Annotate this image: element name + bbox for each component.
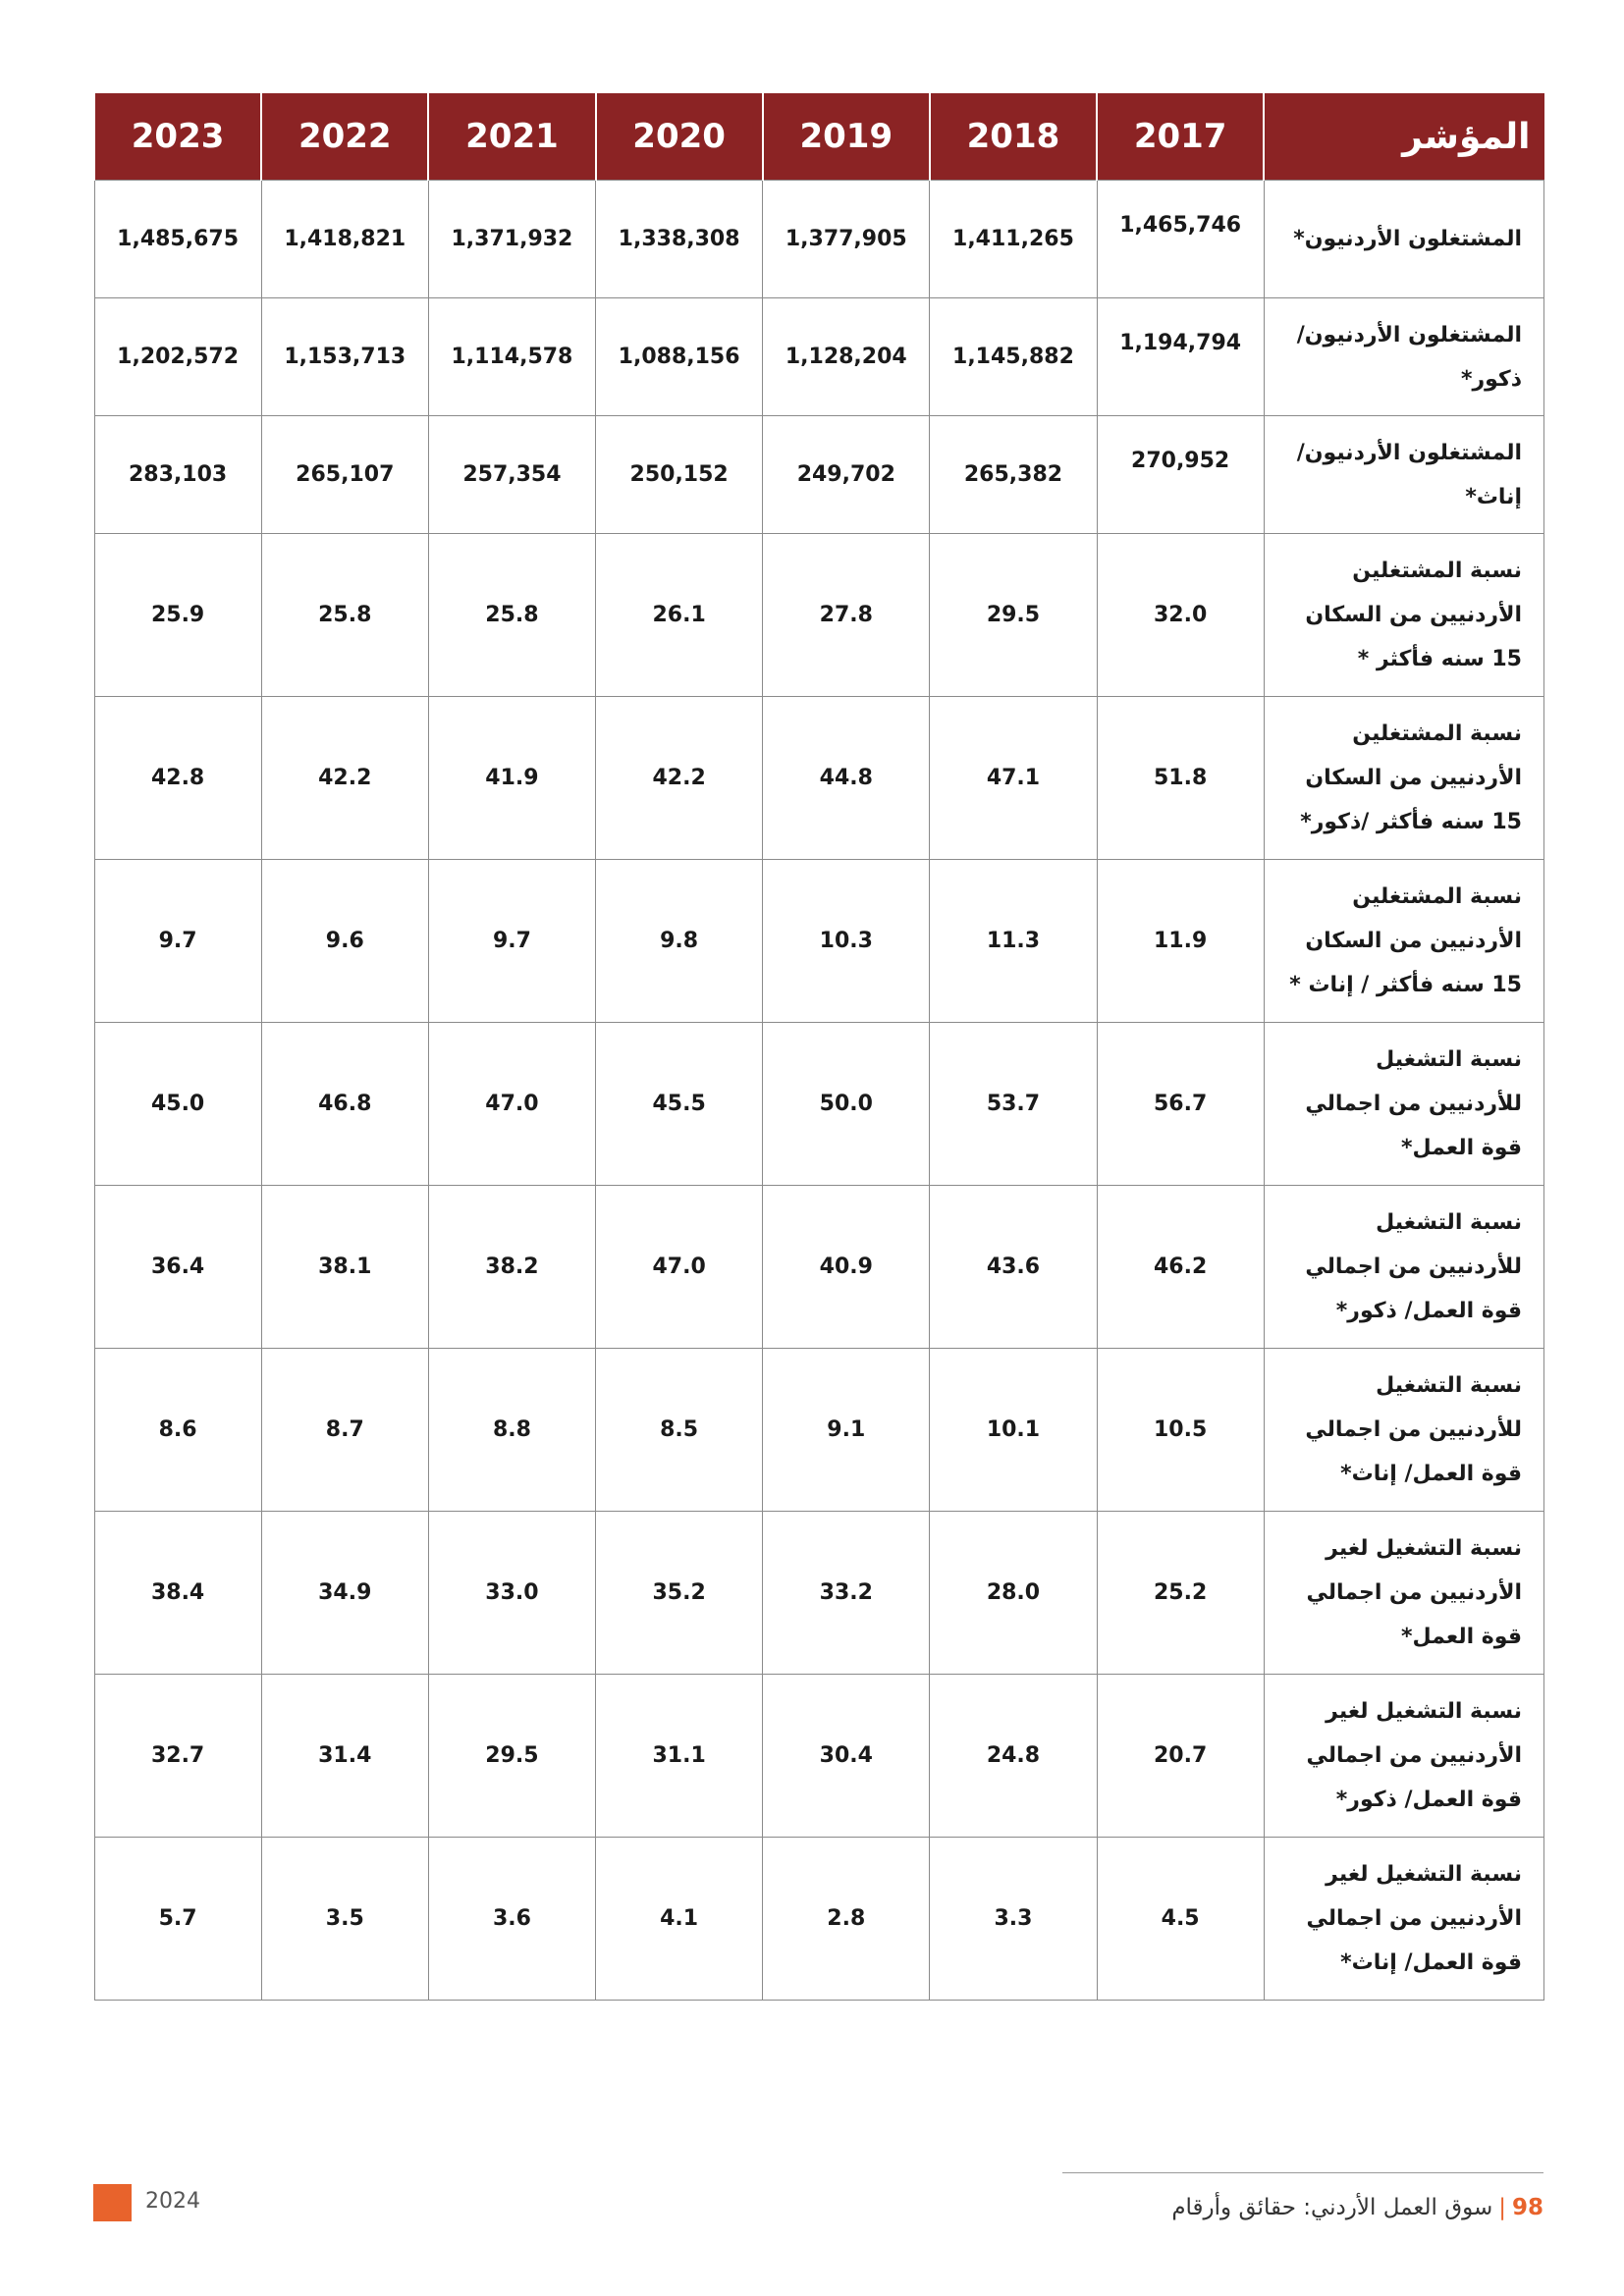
header-year-2018: 2018 — [930, 93, 1097, 181]
indicator-label-line: الأردنيين من اجمالي — [1306, 1906, 1522, 1931]
indicator-label-line: نسبة التشغيل لغير — [1326, 1536, 1522, 1561]
indicator-cell — [1264, 416, 1543, 534]
value-cell-2022 — [261, 534, 428, 697]
value-text: 51.8 — [1153, 766, 1208, 790]
indicator-label-line: الأردنيين من السكان — [1305, 766, 1522, 790]
value-cell-2020 — [596, 1186, 763, 1349]
value-cell-2020 — [596, 1675, 763, 1838]
header-year-2023: 2023 — [94, 93, 261, 181]
value-text: 1,485,675 — [117, 227, 240, 251]
value-text: 34.9 — [318, 1580, 372, 1605]
value-cell-2019 — [763, 860, 930, 1023]
publication-title: سوق العمل الأردني: حقائق وأرقام — [1171, 2195, 1493, 2220]
value-text: 8.8 — [492, 1417, 531, 1442]
value-cell-2017 — [1097, 860, 1264, 1023]
indicator-label-line: قوة العمل* — [1401, 1136, 1522, 1160]
value-cell-2017 — [1097, 1349, 1264, 1512]
indicator-label-line: نسبة التشغيل لغير — [1326, 1699, 1522, 1724]
value-cell-2021 — [428, 1512, 595, 1675]
value-text: 32.7 — [150, 1743, 205, 1768]
indicator-label-line: قوة العمل/ ذكور* — [1335, 1788, 1522, 1812]
value-text: 9.8 — [660, 929, 699, 953]
value-text: 1,465,746 — [1119, 213, 1242, 238]
value-text: 10.1 — [986, 1417, 1041, 1442]
value-text: 25.2 — [1153, 1580, 1208, 1605]
indicator-label-line: الأردنيين من السكان — [1305, 929, 1522, 953]
indicator-cell — [1264, 1186, 1543, 1349]
indicator-cell — [1264, 534, 1543, 697]
value-text: 41.9 — [485, 766, 539, 790]
header-indicator: المؤشر — [1264, 93, 1543, 181]
value-cell-2019 — [763, 181, 930, 298]
indicator-cell — [1264, 1838, 1543, 2001]
value-text: 9.7 — [492, 929, 531, 953]
value-text: 42.8 — [150, 766, 205, 790]
value-text: 2.8 — [827, 1906, 866, 1931]
value-text: 3.5 — [325, 1906, 364, 1931]
value-text: 257,354 — [462, 462, 562, 487]
value-text: 9.1 — [827, 1417, 866, 1442]
value-text: 42.2 — [318, 766, 372, 790]
header-year-2017: 2017 — [1097, 93, 1264, 181]
value-text: 1,371,932 — [451, 227, 573, 251]
value-cell-2020 — [596, 697, 763, 860]
value-text: 3.6 — [492, 1906, 531, 1931]
value-cell-2023 — [94, 1675, 261, 1838]
value-text: 1,418,821 — [284, 227, 406, 251]
value-text: 1,088,156 — [618, 345, 740, 369]
value-text: 265,382 — [963, 462, 1063, 487]
footer-orange-square — [93, 2184, 132, 2221]
value-cell-2022 — [261, 1512, 428, 1675]
indicator-label-line: نسبة التشغيل لغير — [1326, 1862, 1522, 1887]
header-year-2021: 2021 — [428, 93, 595, 181]
value-cell-2023 — [94, 1838, 261, 2001]
value-cell-2020 — [596, 1349, 763, 1512]
indicator-cell — [1264, 860, 1543, 1023]
value-text: 47.0 — [485, 1092, 539, 1116]
value-text: 46.2 — [1153, 1255, 1208, 1279]
value-cell-2019 — [763, 1186, 930, 1349]
indicator-label-line: للأردنيين من اجمالي — [1305, 1092, 1522, 1116]
footer-separator: | — [1498, 2195, 1506, 2220]
indicator-label-line: قوة العمل/ ذكور* — [1335, 1299, 1522, 1323]
table-row — [94, 181, 1544, 298]
value-cell-2017 — [1097, 534, 1264, 697]
value-cell-2023 — [94, 860, 261, 1023]
value-text: 4.5 — [1161, 1906, 1200, 1931]
table-body — [94, 181, 1544, 2001]
indicator-label-line: قوة العمل* — [1401, 1625, 1522, 1649]
value-cell-2022 — [261, 860, 428, 1023]
value-cell-2018 — [930, 1023, 1097, 1186]
value-text: 249,702 — [796, 462, 895, 487]
header-year-2019: 2019 — [763, 93, 930, 181]
value-cell-2020 — [596, 416, 763, 534]
data-table-container — [93, 93, 1544, 2001]
value-cell-2018 — [930, 697, 1097, 860]
value-text: 33.0 — [485, 1580, 539, 1605]
value-cell-2021 — [428, 1023, 595, 1186]
indicator-label-line: الأردنيين من اجمالي — [1306, 1743, 1522, 1768]
value-cell-2018 — [930, 1186, 1097, 1349]
value-cell-2019 — [763, 1023, 930, 1186]
value-cell-2017 — [1097, 181, 1264, 298]
value-cell-2022 — [261, 298, 428, 416]
value-cell-2020 — [596, 860, 763, 1023]
indicator-cell — [1264, 1512, 1543, 1675]
value-cell-2021 — [428, 1838, 595, 2001]
indicator-label-line: نسبة المشتغلين — [1352, 721, 1522, 746]
value-text: 33.2 — [819, 1580, 873, 1605]
value-text: 36.4 — [150, 1255, 205, 1279]
value-text: 43.6 — [986, 1255, 1041, 1279]
value-text: 47.1 — [986, 766, 1041, 790]
value-text: 26.1 — [652, 603, 706, 627]
indicator-label-line: نسبة التشغيل — [1376, 1047, 1522, 1072]
value-cell-2020 — [596, 1512, 763, 1675]
indicator-label-line: إناث* — [1465, 484, 1522, 509]
value-text: 1,153,713 — [284, 345, 406, 369]
value-cell-2023 — [94, 181, 261, 298]
value-text: 25.8 — [318, 603, 372, 627]
table-header-row — [94, 93, 1544, 181]
value-cell-2022 — [261, 1675, 428, 1838]
value-text: 1,145,882 — [952, 345, 1074, 369]
value-cell-2023 — [94, 416, 261, 534]
value-cell-2018 — [930, 181, 1097, 298]
value-text: 1,202,572 — [117, 345, 240, 369]
value-cell-2023 — [94, 1023, 261, 1186]
value-text: 31.1 — [652, 1743, 706, 1768]
indicator-label-line: للأردنيين من اجمالي — [1305, 1417, 1522, 1442]
value-cell-2018 — [930, 534, 1097, 697]
value-text: 1,114,578 — [451, 345, 573, 369]
value-text: 250,152 — [629, 462, 729, 487]
value-text: 4.1 — [660, 1906, 699, 1931]
value-cell-2023 — [94, 1186, 261, 1349]
value-cell-2022 — [261, 416, 428, 534]
value-cell-2023 — [94, 1349, 261, 1512]
value-cell-2018 — [930, 416, 1097, 534]
value-text: 1,194,794 — [1119, 331, 1242, 355]
table-row — [94, 1675, 1544, 1838]
value-text: 24.8 — [986, 1743, 1041, 1768]
indicator-label-line: قوة العمل/ إناث* — [1340, 1950, 1522, 1975]
value-cell-2021 — [428, 697, 595, 860]
value-cell-2022 — [261, 1023, 428, 1186]
value-cell-2017 — [1097, 1512, 1264, 1675]
indicator-cell — [1264, 697, 1543, 860]
value-cell-2019 — [763, 1512, 930, 1675]
value-cell-2023 — [94, 298, 261, 416]
value-text: 8.5 — [660, 1417, 699, 1442]
value-cell-2020 — [596, 298, 763, 416]
value-text: 27.8 — [819, 603, 873, 627]
value-cell-2020 — [596, 181, 763, 298]
indicator-label-line: الأردنيين من السكان — [1305, 603, 1522, 627]
value-text: 8.7 — [325, 1417, 364, 1442]
value-cell-2018 — [930, 1675, 1097, 1838]
value-text: 42.2 — [652, 766, 706, 790]
value-text: 47.0 — [652, 1255, 706, 1279]
indicator-label-line: نسبة التشغيل — [1376, 1210, 1522, 1235]
footer-year: 2024 — [145, 2189, 200, 2214]
indicator-cell — [1264, 298, 1543, 416]
table-row — [94, 416, 1544, 534]
value-cell-2021 — [428, 181, 595, 298]
indicator-label-line: نسبة المشتغلين — [1352, 559, 1522, 583]
table-row — [94, 697, 1544, 860]
value-text: 45.0 — [150, 1092, 205, 1116]
indicator-label-line: نسبة المشتغلين — [1352, 884, 1522, 909]
value-cell-2017 — [1097, 697, 1264, 860]
value-cell-2022 — [261, 1349, 428, 1512]
indicator-label-line: نسبة التشغيل — [1376, 1373, 1522, 1398]
value-text: 50.0 — [819, 1092, 873, 1116]
value-cell-2019 — [763, 416, 930, 534]
value-cell-2022 — [261, 1838, 428, 2001]
value-cell-2018 — [930, 1349, 1097, 1512]
value-cell-2021 — [428, 1186, 595, 1349]
value-text: 56.7 — [1153, 1092, 1208, 1116]
value-cell-2017 — [1097, 416, 1264, 534]
value-text: 270,952 — [1131, 449, 1230, 473]
value-cell-2021 — [428, 534, 595, 697]
value-cell-2017 — [1097, 1186, 1264, 1349]
value-text: 1,411,265 — [952, 227, 1074, 251]
value-text: 44.8 — [819, 766, 873, 790]
value-text: 40.9 — [819, 1255, 873, 1279]
value-text: 38.1 — [318, 1255, 372, 1279]
value-text: 20.7 — [1153, 1743, 1208, 1768]
value-cell-2019 — [763, 534, 930, 697]
value-cell-2020 — [596, 1838, 763, 2001]
value-text: 53.7 — [986, 1092, 1041, 1116]
indicator-label-line: ذكور* — [1460, 366, 1522, 392]
value-cell-2023 — [94, 534, 261, 697]
value-text: 29.5 — [485, 1743, 539, 1768]
value-cell-2017 — [1097, 1675, 1264, 1838]
value-text: 10.5 — [1153, 1417, 1208, 1442]
value-text: 38.2 — [485, 1255, 539, 1279]
value-cell-2017 — [1097, 1023, 1264, 1186]
indicator-label-line: للأردنيين من اجمالي — [1305, 1255, 1522, 1279]
value-text: 3.3 — [994, 1906, 1033, 1931]
value-text: 30.4 — [819, 1743, 873, 1768]
value-cell-2020 — [596, 1023, 763, 1186]
value-text: 46.8 — [318, 1092, 372, 1116]
value-text: 45.5 — [652, 1092, 706, 1116]
indicator-label-line: المشتغلون الأردنيون* — [1293, 227, 1522, 251]
table-row — [94, 1838, 1544, 2001]
value-cell-2017 — [1097, 298, 1264, 416]
indicator-cell — [1264, 181, 1543, 298]
indicator-label-line: 15 سنه فأكثر /ذكور* — [1300, 810, 1522, 834]
value-text: 29.5 — [986, 603, 1041, 627]
value-cell-2017 — [1097, 1838, 1264, 2001]
indicator-label-line: المشتغلون الأردنيون/ — [1296, 322, 1522, 347]
table-row — [94, 1512, 1544, 1675]
value-cell-2021 — [428, 416, 595, 534]
indicator-cell — [1264, 1675, 1543, 1838]
value-cell-2021 — [428, 1349, 595, 1512]
value-text: 25.8 — [485, 603, 539, 627]
value-cell-2021 — [428, 1675, 595, 1838]
value-text: 32.0 — [1153, 603, 1208, 627]
value-text: 9.6 — [325, 929, 364, 953]
value-cell-2022 — [261, 181, 428, 298]
value-cell-2018 — [930, 860, 1097, 1023]
value-text: 265,107 — [296, 462, 395, 487]
value-cell-2018 — [930, 1512, 1097, 1675]
value-cell-2018 — [930, 298, 1097, 416]
value-cell-2019 — [763, 697, 930, 860]
table-row — [94, 298, 1544, 416]
value-text: 38.4 — [150, 1580, 205, 1605]
indicator-label-line: 15 سنه فأكثر * — [1357, 647, 1522, 671]
footer-divider — [1062, 2172, 1543, 2173]
value-cell-2022 — [261, 1186, 428, 1349]
value-text: 31.4 — [318, 1743, 372, 1768]
table-row — [94, 1349, 1544, 1512]
value-cell-2023 — [94, 697, 261, 860]
value-text: 10.3 — [819, 929, 873, 953]
value-cell-2019 — [763, 1675, 930, 1838]
page-number: 98 — [1511, 2195, 1543, 2220]
value-text: 283,103 — [128, 462, 228, 487]
value-text: 8.6 — [158, 1417, 197, 1442]
indicators-table — [93, 93, 1544, 2001]
value-cell-2021 — [428, 860, 595, 1023]
value-cell-2023 — [94, 1512, 261, 1675]
value-text: 1,377,905 — [785, 227, 907, 251]
footer-title-block — [1171, 2195, 1543, 2220]
indicator-cell — [1264, 1349, 1543, 1512]
value-text: 9.7 — [158, 929, 197, 953]
value-text: 35.2 — [652, 1580, 706, 1605]
indicator-label-line: الأردنيين من اجمالي — [1306, 1580, 1522, 1605]
table-row — [94, 860, 1544, 1023]
table-row — [94, 534, 1544, 697]
value-cell-2019 — [763, 298, 930, 416]
indicator-label-line: المشتغلون الأردنيون/ — [1296, 440, 1522, 465]
value-text: 11.9 — [1153, 929, 1208, 953]
value-cell-2018 — [930, 1838, 1097, 2001]
value-cell-2022 — [261, 697, 428, 860]
header-year-2020: 2020 — [596, 93, 763, 181]
value-text: 1,128,204 — [785, 345, 907, 369]
value-cell-2021 — [428, 298, 595, 416]
value-cell-2020 — [596, 534, 763, 697]
table-row — [94, 1023, 1544, 1186]
value-cell-2019 — [763, 1349, 930, 1512]
header-year-2022: 2022 — [261, 93, 428, 181]
indicator-cell — [1264, 1023, 1543, 1186]
value-text: 25.9 — [150, 603, 205, 627]
table-row — [94, 1186, 1544, 1349]
value-text: 5.7 — [158, 1906, 197, 1931]
value-text: 28.0 — [986, 1580, 1041, 1605]
value-cell-2019 — [763, 1838, 930, 2001]
indicator-label-line: 15 سنه فأكثر / إناث * — [1289, 973, 1522, 997]
value-text: 11.3 — [986, 929, 1041, 953]
indicator-label-line: قوة العمل/ إناث* — [1340, 1462, 1522, 1486]
value-text: 1,338,308 — [618, 227, 740, 251]
